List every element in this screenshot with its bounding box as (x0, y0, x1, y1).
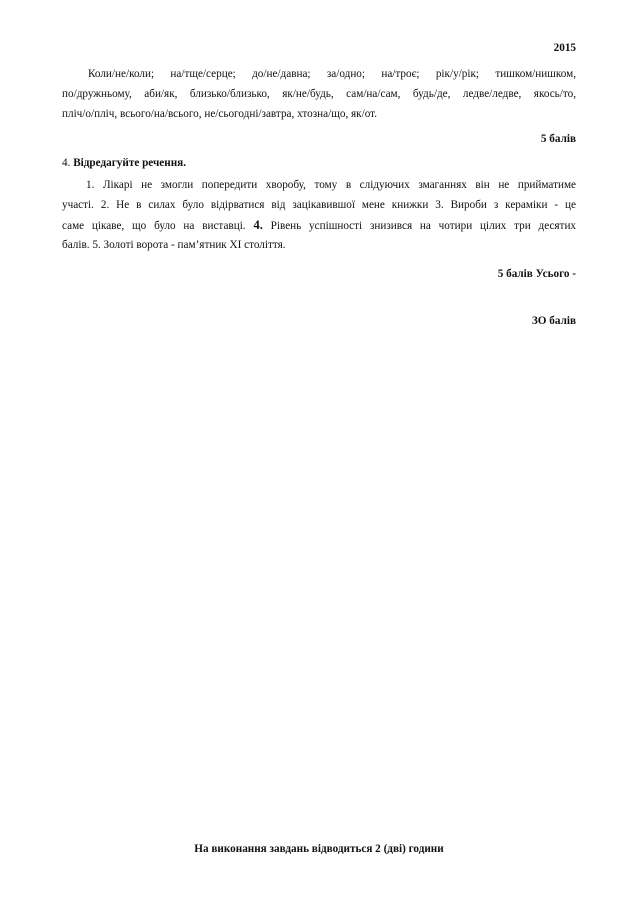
task3-line: пліч/о/пліч, всього/на/всього, не/сьогодні/завтра, хтозна/що, як/от. (62, 108, 378, 120)
task3-paragraph (62, 64, 576, 124)
footer-text: На виконання завдань відводиться 2 (дві) години (194, 843, 444, 855)
total-score: ЗО балів (531, 315, 576, 327)
task3-line: Коли/не/коли; на/тще/серце; до/не/давна; за/одно; на/троє; рік/у/рік; тишком/нишком, (88, 68, 576, 80)
task3-score: 5 балів (540, 133, 576, 145)
task4-score-total: 5 балів Усього - (497, 268, 576, 280)
task4-line-mixed (62, 215, 576, 235)
task4-heading (62, 153, 186, 173)
task4-line: 1. Лікарі не змогли попередити хворобу, тому в слідуючих змаганнях він не прийматиме (86, 179, 576, 191)
task3-line: по/дружньому, аби/як, близько/близько, як/не/будь, сам/на/сам, будь/де, ледве/ледве, якось/то, (62, 88, 576, 100)
task4-number: 4. (62, 157, 71, 169)
task4-paragraph (62, 175, 576, 255)
task4-title: Відредагуйте речення. (73, 157, 187, 169)
task4-line-part: саме цікаве, що було на виставці. (62, 220, 246, 232)
task4-inline-number: 4. (253, 218, 263, 232)
year-label: 2015 (553, 42, 576, 54)
task4-line: участі. 2. Не в силах було відірватися від зацікавившої мене книжки 3. Вироби з кераміки - це (62, 199, 576, 211)
footer-note (0, 843, 638, 855)
task4-line-part: Рівень успішності знизився на чотири цілих три десятих (270, 220, 577, 232)
task4-line: балів. 5. Золоті ворота - пам’ятник XI століття. (62, 239, 286, 251)
